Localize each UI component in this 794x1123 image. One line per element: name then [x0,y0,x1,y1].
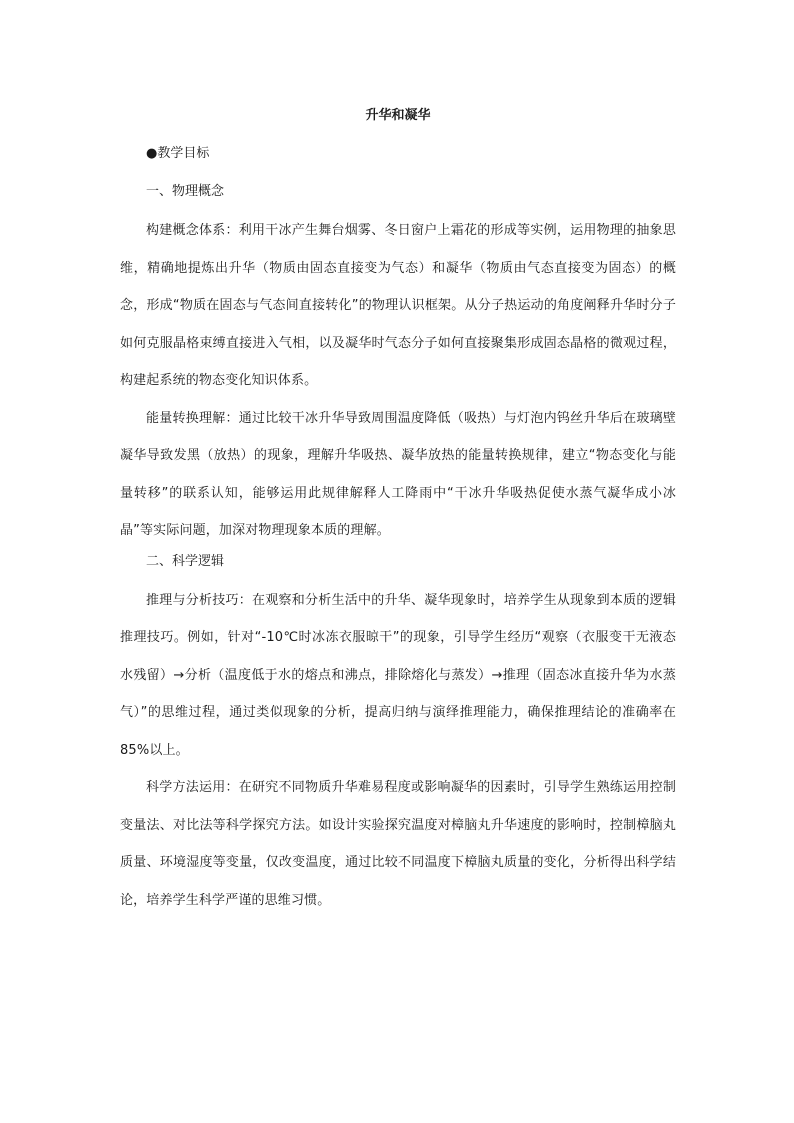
goals-heading: ●教学目标 [146,146,210,161]
section2-paragraph-method: 科学方法运用：在研究不同物质升华难易程度或影响凝华的因素时，引导学生熟练运用控制变量法、对比法等科学探究方法。如设计实验探究温度对樟脑丸升华速度的影响时，控制樟脑丸质量、环境湿度等变量，仅改变温度，通过比较不同温度下樟脑丸质量的变化，分析得出科学结论，培养学生科学严谨的思维习惯。 [120,780,676,908]
section2-paragraph-reasoning: 推理与分析技巧：在观察和分析生活中的升华、凝华现象时，培养学生从现象到本质的逻辑推理技巧。例如，针对“-10℃时冰冻衣服晾干”的现象，引导学生经历“观察（衣服变干无液态水残留）→分析（温度低于水的熔点和沸点，排除熔化与蒸发）→推理（固态冰直接升华为水蒸气）”的思维过程，通过类似现象的分析，提高归纳与演绎推理能力，确保推理结论的准确率在85%以上。 [120,592,676,758]
section1-paragraph-energy: 能量转换理解：通过比较干冰升华导致周围温度降低（吸热）与灯泡内钨丝升华后在玻璃壁凝华导致发黑（放热）的现象，理解升华吸热、凝华放热的能量转换规律，建立“物态变化与能量转移”的联系认知，能够运用此规律解释人工降雨中“干冰升华吸热促使水蒸气凝华成小冰晶”等实际问题，加深对物理现象本质的理解。 [120,410,676,538]
document-page [120,100,676,919]
section1-heading: 一、物理概念 [146,184,225,199]
document-title: 升华和凝华 [365,108,431,123]
section1-paragraph-concept: 构建概念体系：利用干冰产生舞台烟雾、冬日窗户上霜花的形成等实例，运用物理的抽象思维，精确地提炼出升华（物质由固态直接变为气态）和凝华（物质由气态直接变为固态）的概念，形成“物质在固态与气态间直接转化”的物理认识框架。从分子热运动的角度阐释升华时分子如何克服晶格束缚直接进入气相，以及凝华时气态分子如何直接聚集形成固态晶格的微观过程，构建起系统的物态变化知识体系。 [120,223,676,388]
section2-heading: 二、科学逻辑 [146,553,225,569]
